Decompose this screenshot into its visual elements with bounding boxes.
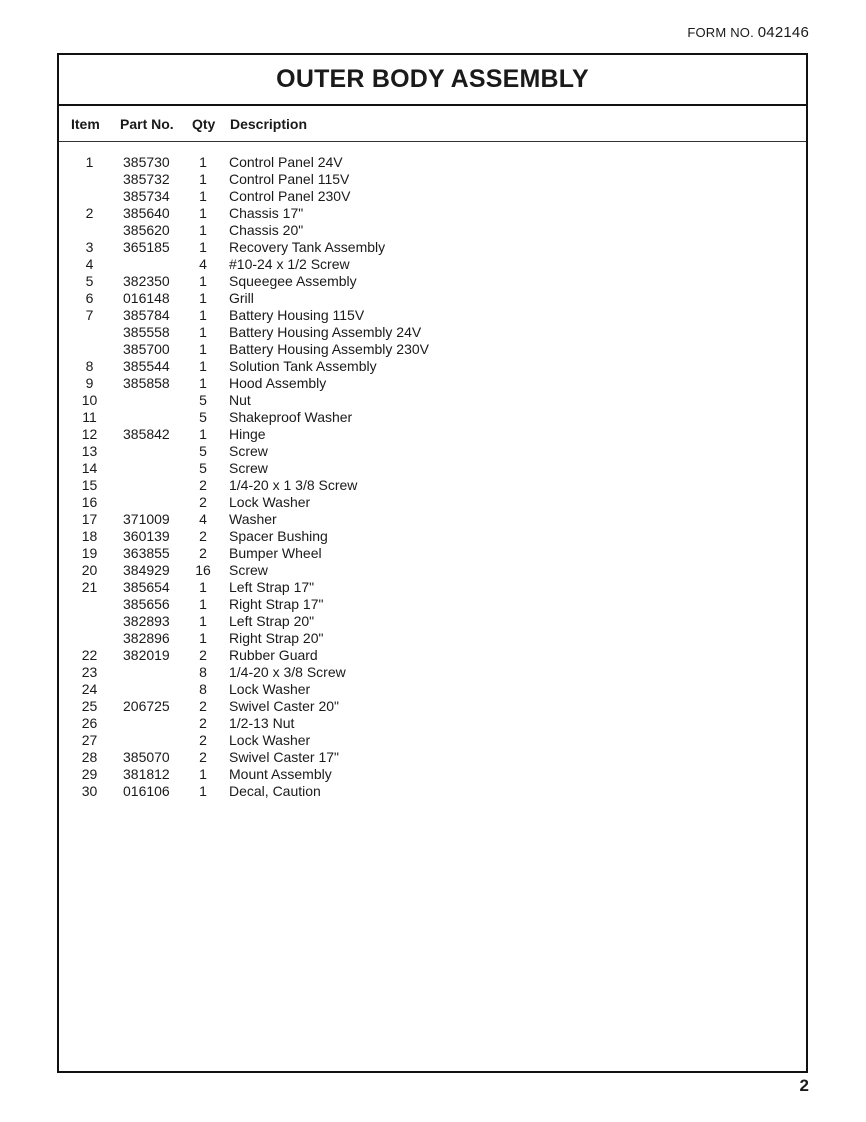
cell-description: Screw <box>229 443 268 459</box>
cell-description: Right Strap 20" <box>229 630 324 646</box>
table-row <box>59 154 806 171</box>
cell-part-no: 381812 <box>123 766 170 782</box>
cell-description: Nut <box>229 392 251 408</box>
cell-qty: 5 <box>199 409 207 425</box>
cell-item: 21 <box>81 579 98 595</box>
cell-description: 1/4-20 x 3/8 Screw <box>229 664 346 680</box>
cell-qty: 1 <box>199 205 207 221</box>
cell-item: 6 <box>85 290 94 306</box>
cell-item: 11 <box>82 409 97 425</box>
cell-part-no: 363855 <box>123 545 170 561</box>
cell-qty: 2 <box>199 494 207 510</box>
table-row <box>59 698 806 715</box>
table-row <box>59 732 806 749</box>
cell-qty: 8 <box>199 681 207 697</box>
table-row <box>59 443 806 460</box>
cell-qty: 2 <box>199 545 207 561</box>
table-row <box>59 188 806 205</box>
cell-part-no: 371009 <box>123 511 170 527</box>
cell-qty: 8 <box>199 664 207 680</box>
cell-item: 10 <box>81 392 98 408</box>
cell-description: Left Strap 20" <box>229 613 315 629</box>
table-row <box>59 545 806 562</box>
cell-description: Left Strap 17" <box>229 579 315 595</box>
cell-description: Recovery Tank Assembly <box>229 239 386 255</box>
cell-description: Control Panel 230V <box>229 188 351 204</box>
cell-qty: 1 <box>199 290 207 306</box>
cell-qty: 4 <box>199 256 207 272</box>
table-row <box>59 205 806 222</box>
cell-description: Hood Assembly <box>229 375 327 391</box>
parts-list-frame <box>57 53 808 1073</box>
table-row <box>59 681 806 698</box>
cell-qty: 1 <box>199 579 207 595</box>
table-row <box>59 630 806 647</box>
cell-qty: 2 <box>199 749 207 765</box>
table-row <box>59 375 806 392</box>
table-row <box>59 358 806 375</box>
parts-table-body <box>59 142 806 800</box>
form-number-value: 042146 <box>757 24 809 41</box>
cell-part-no: 384929 <box>123 562 170 578</box>
cell-item: 5 <box>85 273 94 289</box>
cell-part-no: 206725 <box>123 698 170 714</box>
cell-item: 15 <box>81 477 98 493</box>
page-title: OUTER BODY ASSEMBLY <box>59 55 806 106</box>
table-row <box>59 460 806 477</box>
cell-part-no: 385730 <box>123 154 170 170</box>
cell-qty: 1 <box>199 358 207 374</box>
table-row <box>59 511 806 528</box>
cell-qty: 2 <box>199 647 207 663</box>
cell-description: Solution Tank Assembly <box>229 358 377 374</box>
table-row <box>59 664 806 681</box>
cell-description: Grill <box>229 290 254 306</box>
table-row <box>59 783 806 800</box>
cell-item: 29 <box>81 766 98 782</box>
cell-qty: 1 <box>199 239 207 255</box>
page-number: 2 <box>799 1076 809 1095</box>
cell-description: Swivel Caster 17" <box>229 749 340 765</box>
cell-description: 1/4-20 x 1 3/8 Screw <box>229 477 358 493</box>
cell-qty: 1 <box>199 188 207 204</box>
cell-description: Battery Housing Assembly 24V <box>229 324 422 340</box>
column-header-description: Description <box>230 116 308 132</box>
cell-item: 19 <box>81 545 98 561</box>
cell-item: 2 <box>85 205 94 221</box>
table-row <box>59 579 806 596</box>
cell-description: Chassis 20" <box>229 222 304 238</box>
cell-qty: 5 <box>199 443 207 459</box>
cell-item: 14 <box>81 460 98 476</box>
cell-part-no: 385640 <box>123 205 170 221</box>
cell-item: 8 <box>85 358 94 374</box>
table-row <box>59 477 806 494</box>
cell-description: Control Panel 24V <box>229 154 343 170</box>
cell-item: 3 <box>85 239 94 255</box>
cell-item: 13 <box>81 443 98 459</box>
cell-part-no: 385558 <box>123 324 170 340</box>
table-row <box>59 171 806 188</box>
cell-part-no: 360139 <box>123 528 170 544</box>
cell-description: #10-24 x 1/2 Screw <box>229 256 350 272</box>
cell-item: 1 <box>85 154 94 170</box>
table-row <box>59 273 806 290</box>
cell-qty: 1 <box>199 613 207 629</box>
cell-description: Mount Assembly <box>229 766 332 782</box>
cell-item: 20 <box>81 562 98 578</box>
cell-part-no: 385620 <box>123 222 170 238</box>
cell-qty: 1 <box>199 630 207 646</box>
cell-item: 9 <box>85 375 94 391</box>
table-row <box>59 341 806 358</box>
cell-part-no: 382893 <box>123 613 170 629</box>
cell-qty: 5 <box>199 392 207 408</box>
cell-part-no: 016148 <box>123 290 170 306</box>
table-row <box>59 613 806 630</box>
cell-item: 24 <box>81 681 98 697</box>
cell-qty: 1 <box>199 222 207 238</box>
cell-part-no: 385734 <box>123 188 170 204</box>
cell-description: Decal, Caution <box>229 783 321 799</box>
cell-item: 7 <box>85 307 94 323</box>
table-row <box>59 528 806 545</box>
cell-description: Shakeproof Washer <box>229 409 353 425</box>
table-row <box>59 715 806 732</box>
table-header <box>59 106 806 142</box>
cell-qty: 16 <box>195 562 211 578</box>
cell-description: Chassis 17" <box>229 205 304 221</box>
cell-qty: 1 <box>199 273 207 289</box>
cell-part-no: 385842 <box>123 426 170 442</box>
cell-item: 18 <box>81 528 98 544</box>
cell-part-no: 385700 <box>123 341 170 357</box>
table-row <box>59 324 806 341</box>
cell-part-no: 385784 <box>123 307 170 323</box>
cell-item: 4 <box>85 256 94 272</box>
cell-qty: 1 <box>199 596 207 612</box>
cell-qty: 2 <box>199 477 207 493</box>
column-header-part-no: Part No. <box>120 116 174 132</box>
form-number <box>687 24 809 41</box>
table-row <box>59 392 806 409</box>
cell-item: 30 <box>81 783 98 799</box>
cell-qty: 2 <box>199 528 207 544</box>
cell-item: 16 <box>81 494 98 510</box>
cell-part-no: 382350 <box>123 273 170 289</box>
table-row <box>59 766 806 783</box>
cell-item: 22 <box>81 647 98 663</box>
cell-description: 1/2-13 Nut <box>229 715 295 731</box>
cell-part-no: 385656 <box>123 596 170 612</box>
table-row <box>59 409 806 426</box>
column-header-item: Item <box>71 116 100 132</box>
cell-qty: 1 <box>199 426 207 442</box>
cell-qty: 1 <box>199 154 207 170</box>
cell-description: Rubber Guard <box>229 647 318 663</box>
cell-description: Right Strap 17" <box>229 596 324 612</box>
table-row <box>59 647 806 664</box>
cell-part-no: 385858 <box>123 375 170 391</box>
cell-description: Battery Housing Assembly 230V <box>229 341 429 357</box>
table-row <box>59 749 806 766</box>
cell-description: Bumper Wheel <box>229 545 322 561</box>
cell-part-no: 385544 <box>123 358 170 374</box>
cell-qty: 1 <box>199 375 207 391</box>
cell-description: Swivel Caster 20" <box>229 698 340 714</box>
cell-description: Spacer Bushing <box>229 528 328 544</box>
cell-item: 23 <box>81 664 98 680</box>
table-row <box>59 222 806 239</box>
cell-part-no: 016106 <box>123 783 170 799</box>
cell-qty: 1 <box>199 307 207 323</box>
table-row <box>59 290 806 307</box>
cell-description: Control Panel 115V <box>229 171 350 187</box>
cell-item: 25 <box>81 698 98 714</box>
cell-qty: 5 <box>199 460 207 476</box>
cell-part-no: 385070 <box>123 749 170 765</box>
cell-description: Squeegee Assembly <box>229 273 357 289</box>
cell-description: Hinge <box>229 426 266 442</box>
form-number-label: FORM NO. <box>687 25 754 40</box>
table-row <box>59 596 806 613</box>
cell-qty: 1 <box>199 324 207 340</box>
cell-qty: 1 <box>199 766 207 782</box>
cell-part-no: 365185 <box>123 239 170 255</box>
cell-item: 12 <box>81 426 98 442</box>
cell-qty: 2 <box>199 715 207 731</box>
cell-qty: 1 <box>199 783 207 799</box>
cell-description: Screw <box>229 562 268 578</box>
table-row <box>59 562 806 579</box>
cell-item: 26 <box>81 715 98 731</box>
cell-item: 17 <box>81 511 98 527</box>
cell-item: 28 <box>81 749 98 765</box>
cell-item: 27 <box>81 732 98 748</box>
table-row <box>59 494 806 511</box>
cell-qty: 2 <box>199 732 207 748</box>
cell-description: Lock Washer <box>229 681 311 697</box>
table-row <box>59 426 806 443</box>
cell-part-no: 382019 <box>123 647 170 663</box>
cell-part-no: 385732 <box>123 171 170 187</box>
table-row <box>59 307 806 324</box>
cell-part-no: 385654 <box>123 579 170 595</box>
cell-qty: 1 <box>199 171 207 187</box>
cell-part-no: 382896 <box>123 630 170 646</box>
cell-description: Lock Washer <box>229 732 311 748</box>
column-header-qty: Qty <box>192 116 216 132</box>
cell-description: Washer <box>229 511 277 527</box>
cell-qty: 2 <box>199 698 207 714</box>
table-row <box>59 239 806 256</box>
cell-description: Lock Washer <box>229 494 311 510</box>
cell-description: Battery Housing 115V <box>229 307 365 323</box>
cell-qty: 1 <box>199 341 207 357</box>
cell-qty: 4 <box>199 511 207 527</box>
table-row <box>59 256 806 273</box>
cell-description: Screw <box>229 460 268 476</box>
